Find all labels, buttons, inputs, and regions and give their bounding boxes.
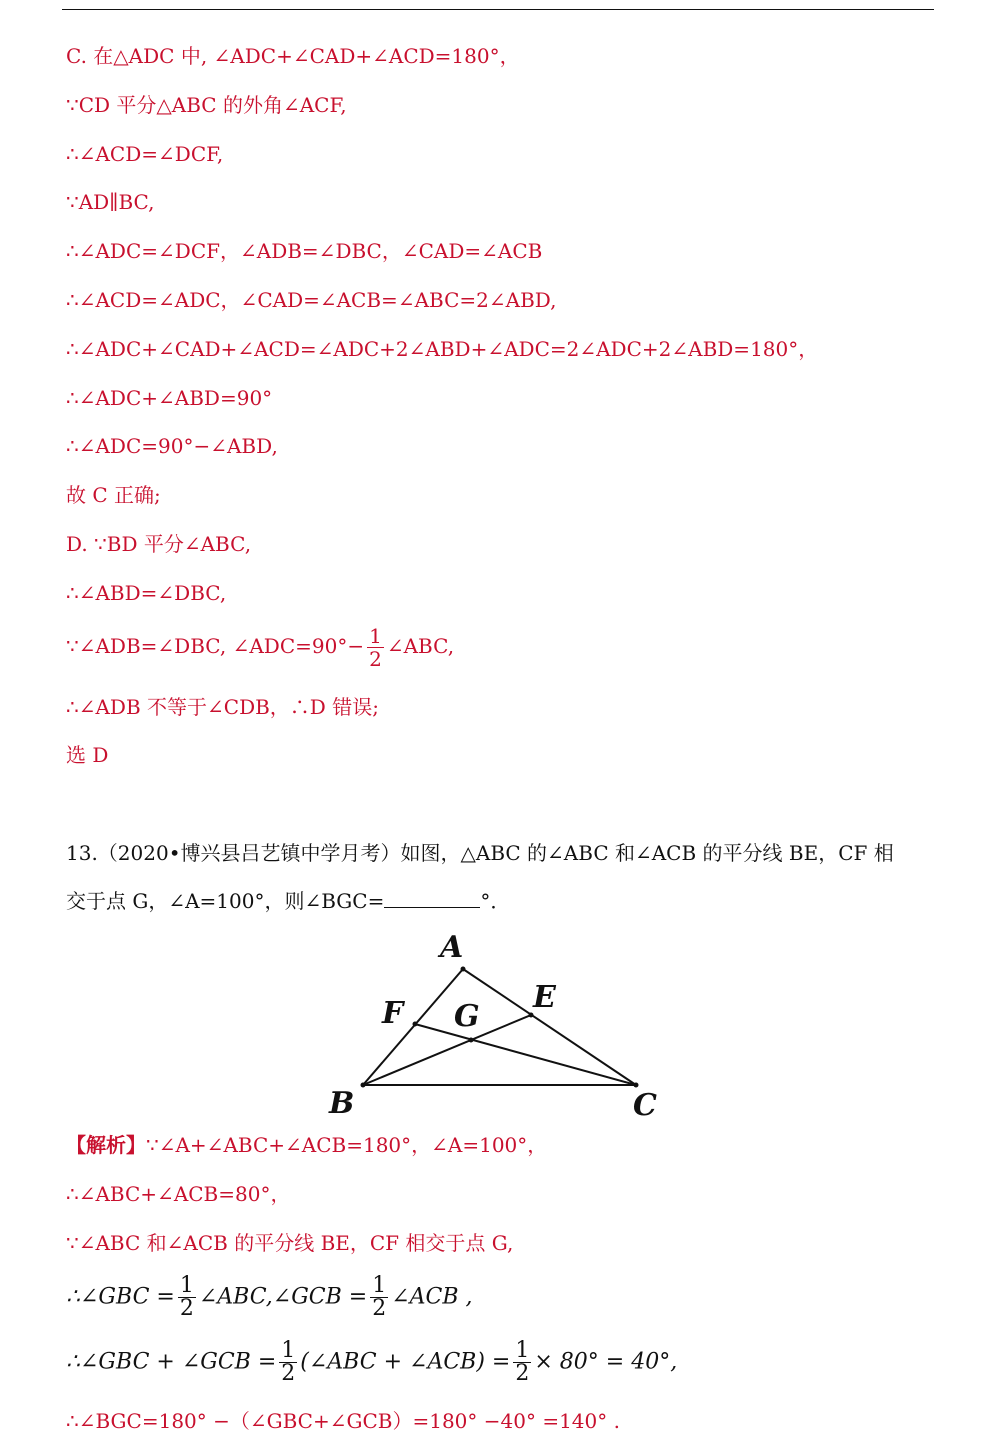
solution-line-7: ∴∠ADC+∠CAD+∠ACD=∠ADC+2∠ABD+∠ADC=2∠ADC+2∠ABD=180°， <box>66 337 819 361</box>
point-A <box>461 967 466 972</box>
analysis-tag: 【解析】 <box>66 1133 146 1157</box>
line4-fraction-2 <box>370 1275 388 1320</box>
line4-frac1-den: 2 <box>179 1296 194 1321</box>
solution-line-3: ∴∠ACD=∠DCF, <box>66 142 224 166</box>
triangle-figure <box>320 925 680 1125</box>
line5-fraction-2 <box>513 1340 531 1385</box>
question-line2-after: °． <box>480 889 511 913</box>
solution-line-9: ∴∠ADC=90°−∠ABD, <box>66 434 278 458</box>
label-F: F <box>382 996 404 1031</box>
line5-frac1-den: 2 <box>281 1361 296 1386</box>
solution-line-10: 故 C 正确; <box>66 483 161 507</box>
answer-blank <box>384 889 480 908</box>
segment-AB <box>363 969 463 1085</box>
solution-line-2: ∵CD 平分△ABC 的外角∠ACF, <box>66 93 347 117</box>
line5-part-1: ∴∠GBC + ∠GCB = <box>66 1349 277 1375</box>
label-G: G <box>454 999 480 1034</box>
line4-part-2: ∠ABC,∠GCB = <box>198 1284 368 1310</box>
solution-line-6: ∴∠ACD=∠ADC，∠CAD=∠ACB=∠ABC=2∠ABD, <box>66 288 557 312</box>
label-A: A <box>440 930 464 965</box>
point-F <box>413 1022 418 1027</box>
line5-frac2-num: 1 <box>515 1338 530 1363</box>
fraction-denominator: 2 <box>369 647 382 671</box>
label-E: E <box>533 980 556 1015</box>
analysis-line-3: ∵∠ABC 和∠ACB 的平分线 BE，CF 相交于点 G, <box>66 1231 514 1255</box>
solution-line-11: D. ∵BD 平分∠ABC, <box>66 532 252 556</box>
point-C <box>634 1083 639 1088</box>
solution-line-4: ∵AD∥BC, <box>66 190 155 214</box>
solution-answer: 选 D <box>66 743 109 767</box>
question-13-line-1: 13.（2020•博兴县吕艺镇中学月考）如图，△ABC 的∠ABC 和∠ACB 的平分线 BE，CF 相 <box>66 841 894 865</box>
question-line2-before: 交于点 G，∠A=100°，则∠BGC= <box>66 889 385 913</box>
line4-frac2-den: 2 <box>372 1296 387 1321</box>
solution-line-5: ∴∠ADC=∠DCF，∠ADB=∠DBC，∠CAD=∠ACB <box>66 239 543 263</box>
top-rule <box>62 9 934 10</box>
fraction-one-half <box>367 625 384 670</box>
analysis-line-1 <box>66 1133 547 1157</box>
solution-line-fraction <box>66 625 454 670</box>
solution-line-13: ∴∠ADB 不等于∠CDB，∴D 错误; <box>66 695 379 719</box>
line5-frac1-num: 1 <box>281 1338 296 1363</box>
line5-frac2-den: 2 <box>515 1361 530 1386</box>
segment-CF <box>415 1024 636 1085</box>
line5-part-3: × 80° = 40°, <box>534 1349 678 1375</box>
solution-line-8: ∴∠ADC+∠ABD=90° <box>66 386 273 410</box>
line4-part-1: ∴∠GBC = <box>66 1284 175 1310</box>
solution-line-12: ∴∠ABD=∠DBC, <box>66 581 227 605</box>
point-B <box>361 1083 366 1088</box>
fraction-line-prefix: ∵∠ADB=∠DBC, ∠ADC=90°− <box>66 634 365 658</box>
solution-line-1: C. 在△ADC 中, ∠ADC+∠CAD+∠ACD=180°， <box>66 44 520 68</box>
analysis-line-4 <box>66 1275 473 1320</box>
question-13-line-2 <box>66 889 510 913</box>
line5-fraction-1 <box>279 1340 297 1385</box>
point-G <box>469 1038 474 1043</box>
label-C: C <box>633 1088 657 1123</box>
line4-frac2-num: 1 <box>372 1273 387 1298</box>
label-B: B <box>329 1086 355 1121</box>
analysis-line-5 <box>66 1340 677 1385</box>
line5-part-2: (∠ABC + ∠ACB) = <box>300 1349 511 1375</box>
analysis-line-1-text: ∵∠A+∠ABC+∠ACB=180°，∠A=100°， <box>146 1133 548 1157</box>
line4-frac1-num: 1 <box>179 1273 194 1298</box>
fraction-numerator: 1 <box>369 624 382 648</box>
analysis-line-2: ∴∠ABC+∠ACB=80°， <box>66 1182 291 1206</box>
line4-fraction-1 <box>178 1275 196 1320</box>
line4-part-3: ∠ACB , <box>391 1284 473 1310</box>
fraction-line-suffix: ∠ABC, <box>386 634 455 658</box>
analysis-line-6: ∴∠BGC=180° −（∠GBC+∠GCB）=180° −40° =140° . <box>66 1409 620 1433</box>
